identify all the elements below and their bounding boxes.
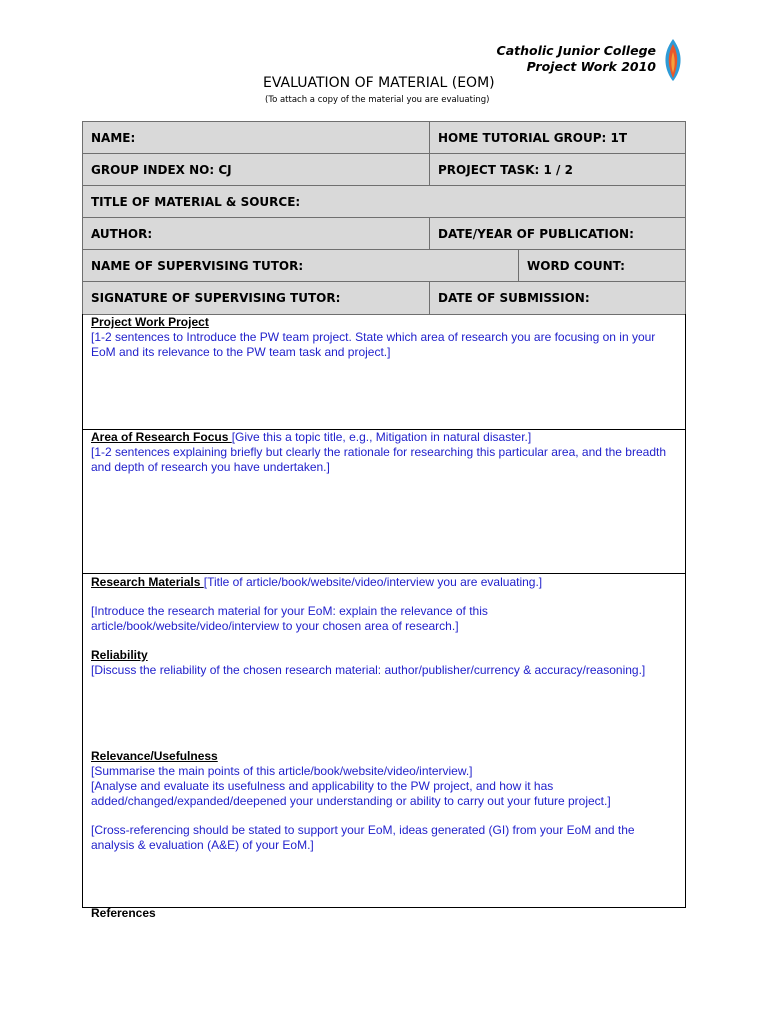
name-field[interactable]: NAME: bbox=[82, 121, 430, 154]
research-materials-section[interactable] bbox=[82, 573, 686, 908]
program-name: Project Work 2010 bbox=[526, 59, 656, 74]
project-work-heading: Project Work Project bbox=[91, 315, 209, 329]
research-focus-note: [Give this a topic title, e.g., Mitigation in natural disaster.] bbox=[231, 430, 532, 444]
tutorial-group-field[interactable]: HOME TUTORIAL GROUP: 1T bbox=[429, 121, 686, 154]
project-work-instructions: [1-2 sentences to Introduce the PW team project. State which area of research you are focusing on in your EoM and its relevance to the PW team task and project.] bbox=[91, 330, 656, 359]
submission-date-field[interactable]: DATE OF SUBMISSION: bbox=[429, 281, 686, 315]
college-logo-icon bbox=[661, 38, 685, 82]
research-focus-heading: Area of Research Focus bbox=[91, 430, 232, 444]
research-materials-note: [Title of article/book/website/video/interview you are evaluating.] bbox=[203, 575, 543, 589]
research-focus-instructions: [1-2 sentences explaining briefly but clearly the rationale for researching this particular area, and the breadth and depth of research you have undertaken.] bbox=[91, 445, 666, 474]
publication-date-field[interactable]: DATE/YEAR OF PUBLICATION: bbox=[429, 217, 686, 250]
group-index-field[interactable]: GROUP INDEX NO: CJ bbox=[82, 153, 430, 186]
relevance-summary-instructions: [Summarise the main points of this article/book/website/video/interview.] bbox=[91, 764, 473, 778]
college-name: Catholic Junior College bbox=[496, 43, 656, 58]
student-info-form bbox=[82, 121, 686, 315]
document-title: EVALUATION OF MATERIAL (EOM) bbox=[263, 75, 495, 91]
research-focus-section[interactable] bbox=[82, 429, 686, 574]
references-label: References bbox=[91, 906, 156, 920]
relevance-heading: Relevance/Usefulness bbox=[91, 749, 218, 763]
author-field[interactable]: AUTHOR: bbox=[82, 217, 430, 250]
supervising-tutor-field[interactable]: NAME OF SUPERVISING TUTOR: bbox=[82, 249, 519, 282]
title-source-field[interactable]: TITLE OF MATERIAL & SOURCE: bbox=[82, 185, 686, 218]
document-header bbox=[470, 43, 656, 75]
project-work-section[interactable] bbox=[82, 314, 686, 430]
tutor-signature-field[interactable]: SIGNATURE OF SUPERVISING TUTOR: bbox=[82, 281, 430, 315]
relevance-analysis-instructions: [Analyse and evaluate its usefulness and applicability to the PW project, and how it has added/changed/expanded/deepened your understanding or ability to carry out your future project.] bbox=[91, 779, 611, 808]
reliability-heading: Reliability bbox=[91, 648, 148, 662]
reliability-instructions: [Discuss the reliability of the chosen research material: author/publisher/currency & accuracy/reasoning.] bbox=[91, 663, 646, 677]
cross-reference-instructions: [Cross-referencing should be stated to support your EoM, ideas generated (GI) from your EoM and the analysis & evaluation (A&E) of your EoM.] bbox=[91, 823, 635, 852]
document-subtitle: (To attach a copy of the material you are evaluating) bbox=[265, 95, 490, 105]
research-materials-heading: Research Materials bbox=[91, 575, 204, 589]
project-task-field[interactable]: PROJECT TASK: 1 / 2 bbox=[429, 153, 686, 186]
research-materials-intro: [Introduce the research material for your EoM: explain the relevance of this article/book/website/video/interview to your chosen area of research.] bbox=[91, 604, 488, 633]
word-count-field[interactable]: WORD COUNT: bbox=[518, 249, 686, 282]
